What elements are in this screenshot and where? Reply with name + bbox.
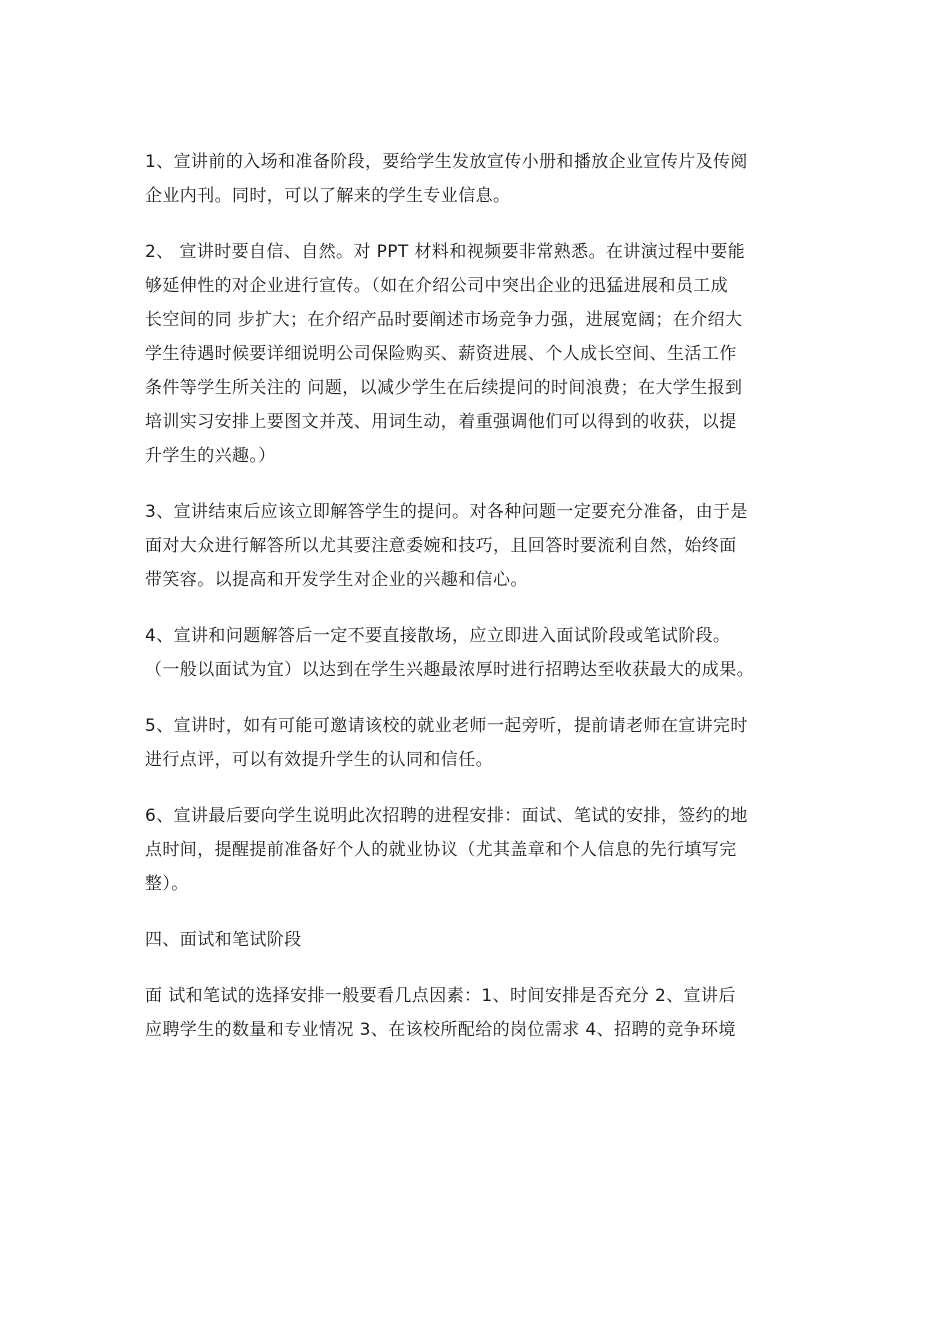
paragraph-item-4 (145, 619, 810, 687)
text-line: 长空间的同 步扩大；在介绍产品时要阐述市场竞争力强，进展宽阔；在介绍大 (145, 310, 743, 330)
paragraph-item-1 (145, 145, 810, 213)
paragraph-item-2 (145, 235, 810, 473)
paragraph-item-6 (145, 799, 810, 901)
section-heading-text: 四、面试和笔试阶段 (145, 930, 302, 950)
document-body (145, 145, 810, 1069)
text-line: 整）。 (145, 874, 189, 894)
text-line: 6、宣讲最后要向学生说明此次招聘的进程安排：面试、笔试的安排，签约的地 (145, 806, 748, 826)
text-line: 面对大众进行解答所以尤其要注意委婉和技巧，且回答时要流利自然，始终面 (145, 536, 737, 556)
text-line: 面 试和笔试的选择安排一般要看几点因素：1、时间安排是否充分 2、宣讲后 (145, 986, 736, 1006)
text-line: 4、宣讲和问题解答后一定不要直接散场，应立即进入面试阶段或笔试阶段。 (145, 626, 731, 646)
text-line: 条件等学生所关注的 问题，以减少学生在后续提问的时间浪费；在大学生报到 (145, 378, 743, 398)
text-line: 应聘学生的数量和专业情况 3、在该校所配给的岗位需求 4、招聘的竞争环境 (145, 1020, 736, 1040)
text-line: 培训实习安排上要图文并茂、用词生动，着重强调他们可以得到的收获，以提 (145, 412, 737, 432)
text-line: 1、宣讲前的入场和准备阶段，要给学生发放宣传小册和播放企业宣传片及传阅 (145, 152, 748, 172)
paragraph-section-intro (145, 979, 810, 1047)
text-line: 进行点评，可以有效提升学生的认同和信任。 (145, 750, 493, 770)
text-line: 企业内刊。同时，可以了解来的学生专业信息。 (145, 186, 511, 206)
text-line: 3、宣讲结束后应该立即解答学生的提问。对各种问题一定要充分准备，由于是 (145, 502, 748, 522)
text-line: 够延伸性的对企业进行宣传。（如在介绍公司中突出企业的迅猛进展和员工成 (145, 276, 729, 296)
text-line: 点时间，提醒提前准备好个人的就业协议（尤其盖章和个人信息的先行填写完 (145, 840, 737, 860)
text-line: 带笑容。以提高和开发学生对企业的兴趣和信心。 (145, 570, 528, 590)
paragraph-item-3 (145, 495, 810, 597)
text-line: 升学生的兴趣。） (145, 446, 276, 466)
text-line: 2、 宣讲时要自信、自然。对 PPT 材料和视频要非常熟悉。在讲演过程中要能 (145, 242, 746, 262)
section-heading (145, 923, 810, 957)
paragraph-item-5 (145, 709, 810, 777)
text-line: 5、宣讲时，如有可能可邀请该校的就业老师一起旁听，提前请老师在宣讲完时 (145, 716, 748, 736)
text-line: 学生待遇时候要详细说明公司保险购买、薪资进展、个人成长空间、生活工作 (145, 344, 737, 364)
text-line: （一般以面试为宜）以达到在学生兴趣最浓厚时进行招聘达至收获最大的成果。 (145, 660, 754, 680)
